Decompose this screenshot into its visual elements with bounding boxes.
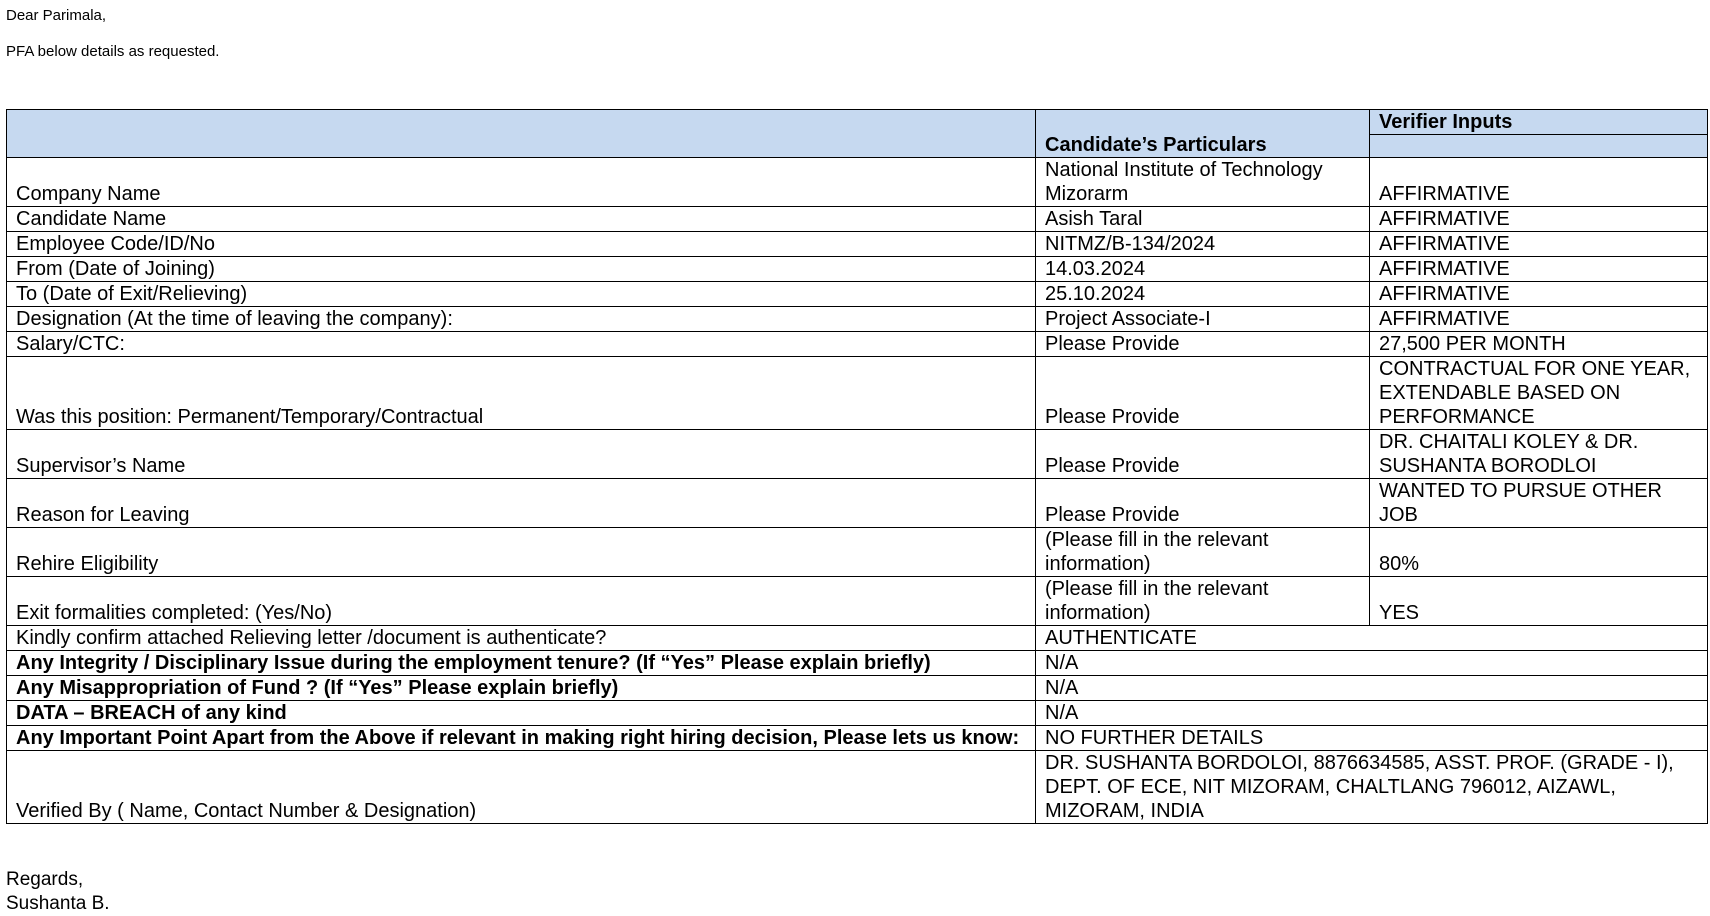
row-verifier-value: AFFIRMATIVE — [1370, 207, 1708, 232]
greeting: Dear Parimala, — [6, 7, 107, 24]
row-label: To (Date of Exit/Relieving) — [7, 282, 1036, 307]
table-row — [7, 751, 1708, 824]
row-verifier-value: 80% — [1370, 528, 1708, 577]
row-candidate-value: 14.03.2024 — [1036, 257, 1370, 282]
row-label: Supervisor’s Name — [7, 430, 1036, 479]
row-candidate-value: Project Associate-I — [1036, 307, 1370, 332]
header-verifier-subcell — [1370, 135, 1708, 158]
row-candidate-value: Please Provide — [1036, 332, 1370, 357]
row-label: Salary/CTC: — [7, 332, 1036, 357]
table-row — [7, 577, 1708, 626]
row-label: Kindly confirm attached Relieving letter /document is authenticate? — [7, 626, 1036, 651]
header-candidate-particulars: Candidate’s Particulars — [1036, 110, 1370, 158]
table-row — [7, 257, 1708, 282]
header-blank-cell — [7, 110, 1036, 158]
row-verifier-value: CONTRACTUAL FOR ONE YEAR, EXTENDABLE BASED ON PERFORMANCE — [1370, 357, 1708, 430]
row-verifier-value: AFFIRMATIVE — [1370, 257, 1708, 282]
row-label: Reason for Leaving — [7, 479, 1036, 528]
row-verifier-value: AFFIRMATIVE — [1370, 158, 1708, 207]
table-row — [7, 626, 1708, 651]
intro-text: PFA below details as requested. — [6, 43, 220, 60]
row-candidate-value: Asish Taral — [1036, 207, 1370, 232]
verification-table — [6, 109, 1708, 824]
row-label: Was this position: Permanent/Temporary/Contractual — [7, 357, 1036, 430]
row-verifier-value: AFFIRMATIVE — [1370, 307, 1708, 332]
row-label: Verified By ( Name, Contact Number & Designation) — [7, 751, 1036, 824]
signature-name: Sushanta B. — [6, 893, 110, 914]
row-candidate-value: Please Provide — [1036, 479, 1370, 528]
table-row — [7, 158, 1708, 207]
row-candidate-value: Please Provide — [1036, 430, 1370, 479]
row-verifier-value: AFFIRMATIVE — [1370, 232, 1708, 257]
row-candidate-value: Please Provide — [1036, 357, 1370, 430]
row-verifier-value: AFFIRMATIVE — [1370, 282, 1708, 307]
row-verifier-value: YES — [1370, 577, 1708, 626]
row-label: Exit formalities completed: (Yes/No) — [7, 577, 1036, 626]
row-label: Any Important Point Apart from the Above if relevant in making right hiring decision, Please lets us know: — [7, 726, 1036, 751]
table-row — [7, 232, 1708, 257]
row-label: DATA – BREACH of any kind — [7, 701, 1036, 726]
table-row — [7, 332, 1708, 357]
row-label: Rehire Eligibility — [7, 528, 1036, 577]
row-candidate-value: National Institute of Technology Mizorarm — [1036, 158, 1370, 207]
table-row — [7, 430, 1708, 479]
row-label: Any Integrity / Disciplinary Issue during the employment tenure? (If “Yes” Please explain briefly) — [7, 651, 1036, 676]
table-row — [7, 676, 1708, 701]
table-row — [7, 651, 1708, 676]
row-candidate-value: (Please fill in the relevant information) — [1036, 577, 1370, 626]
row-candidate-value: NITMZ/B-134/2024 — [1036, 232, 1370, 257]
closing-text: Regards, — [6, 869, 84, 890]
row-value: N/A — [1036, 701, 1708, 726]
row-label: From (Date of Joining) — [7, 257, 1036, 282]
row-verifier-value: 27,500 PER MONTH — [1370, 332, 1708, 357]
row-label: Company Name — [7, 158, 1036, 207]
row-value: DR. SUSHANTA BORDOLOI, 8876634585, ASST. PROF. (GRADE - I), DEPT. OF ECE, NIT MIZORAM, CHALTLANG 796012, AIZAWL, MIZORAM, INDIA — [1036, 751, 1708, 824]
row-value: N/A — [1036, 651, 1708, 676]
table-row — [7, 282, 1708, 307]
row-label: Employee Code/ID/No — [7, 232, 1036, 257]
row-label: Candidate Name — [7, 207, 1036, 232]
header-verifier-inputs: Verifier Inputs — [1370, 110, 1708, 135]
row-verifier-value: WANTED TO PURSUE OTHER JOB — [1370, 479, 1708, 528]
row-value: AUTHENTICATE — [1036, 626, 1708, 651]
table-row — [7, 307, 1708, 332]
table-row — [7, 726, 1708, 751]
row-label: Designation (At the time of leaving the company): — [7, 307, 1036, 332]
row-label: Any Misappropriation of Fund ? (If “Yes” Please explain briefly) — [7, 676, 1036, 701]
row-verifier-value: DR. CHAITALI KOLEY & DR. SUSHANTA BORODLOI — [1370, 430, 1708, 479]
row-candidate-value: 25.10.2024 — [1036, 282, 1370, 307]
row-value: N/A — [1036, 676, 1708, 701]
table-row — [7, 701, 1708, 726]
row-candidate-value: (Please fill in the relevant information) — [1036, 528, 1370, 577]
row-value: NO FURTHER DETAILS — [1036, 726, 1708, 751]
table-row — [7, 357, 1708, 430]
table-row — [7, 207, 1708, 232]
table-row — [7, 528, 1708, 577]
table-row — [7, 479, 1708, 528]
table-header-row — [7, 110, 1708, 135]
